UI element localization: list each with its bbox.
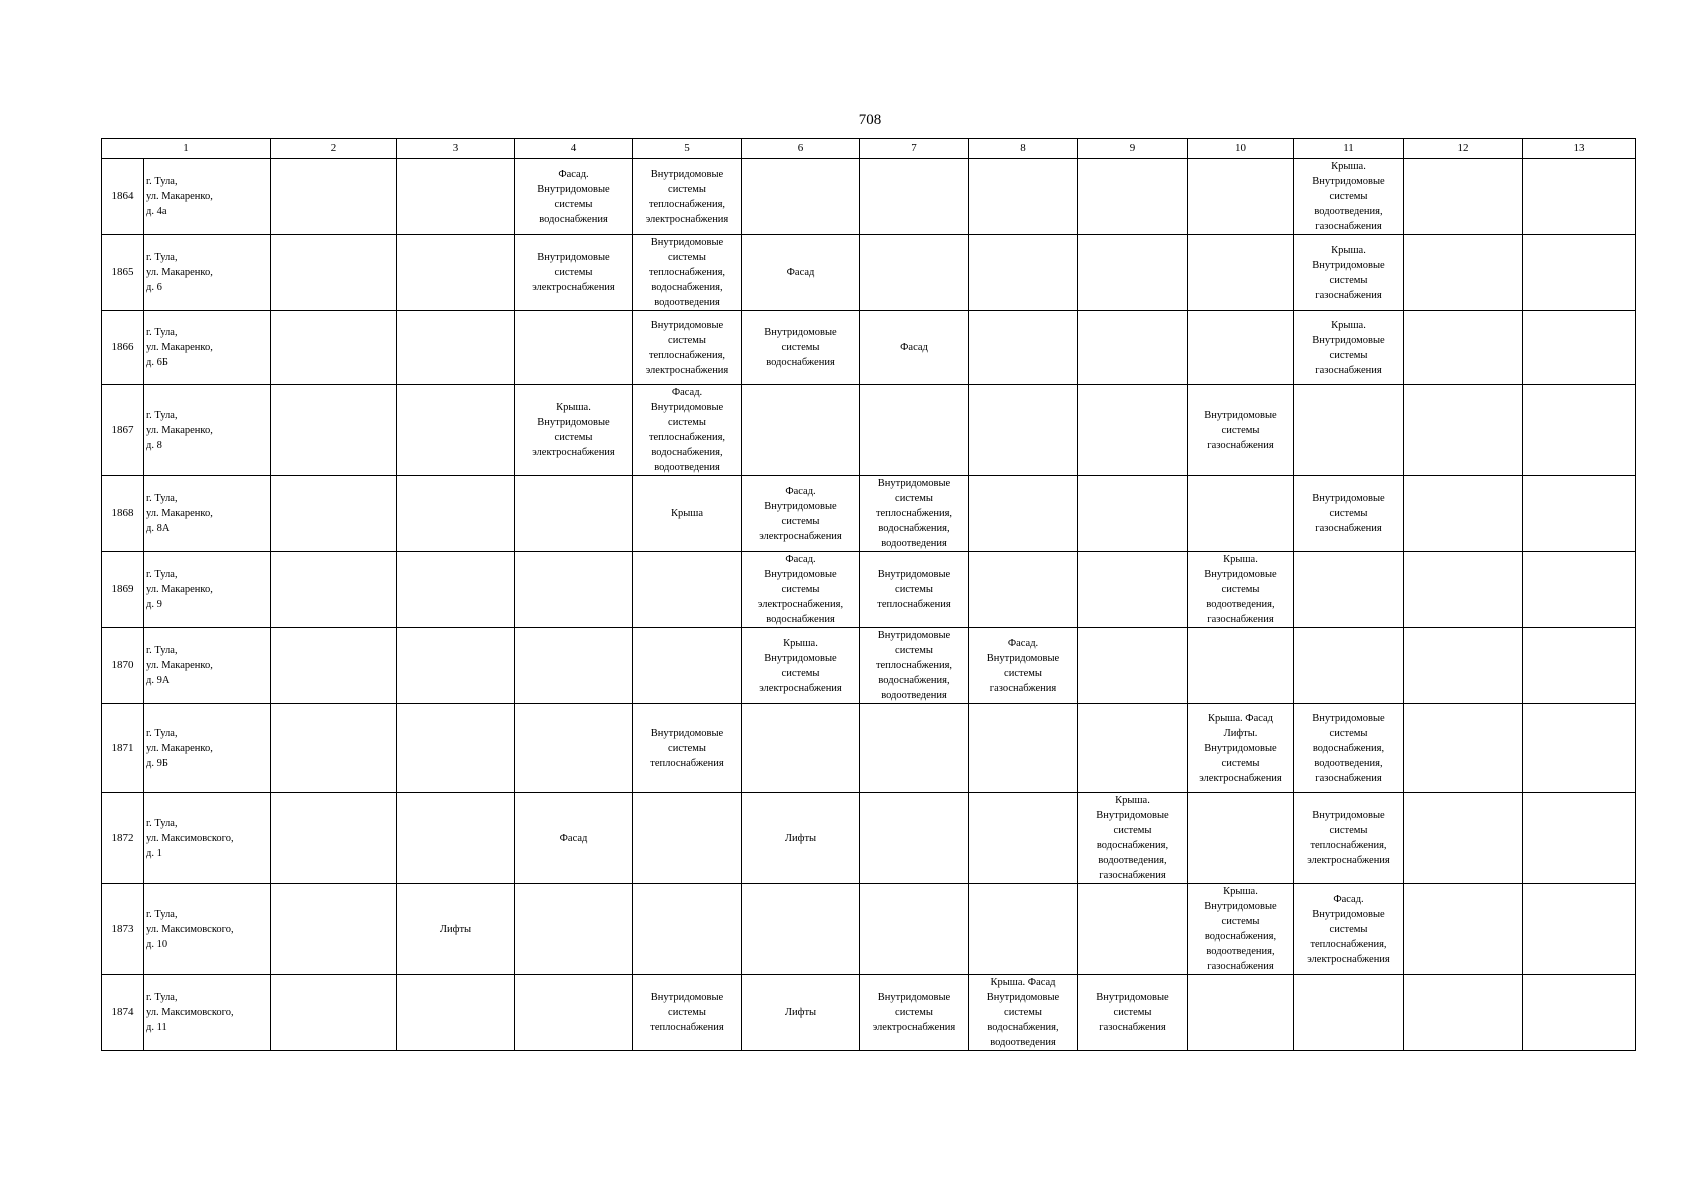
cell-col-8 [969,159,1078,235]
cell-col-4 [515,476,633,552]
row-number: 1864 [102,159,144,235]
address-cell: г. Тула, ул. Макаренко, д. 6 [144,235,271,311]
row-number: 1865 [102,235,144,311]
column-number-8: 8 [969,139,1078,159]
cell-col-8: Фасад. Внутридомовые системы газоснабжения [969,628,1078,704]
row-number: 1869 [102,552,144,628]
cell-col-13 [1523,159,1636,235]
row-number: 1870 [102,628,144,704]
cell-col-3 [397,704,515,793]
address-cell: г. Тула, ул. Максимовского, д. 11 [144,975,271,1051]
row-number: 1867 [102,385,144,476]
cell-col-12 [1404,793,1523,884]
cell-col-3 [397,793,515,884]
cell-col-5: Внутридомовые системы теплоснабжения [633,704,742,793]
cell-col-10 [1188,628,1294,704]
cell-col-2 [271,385,397,476]
cell-col-6 [742,385,860,476]
cell-col-6: Фасад [742,235,860,311]
cell-col-7 [860,235,969,311]
cell-col-4: Внутридомовые системы электроснабжения [515,235,633,311]
cell-col-12 [1404,311,1523,385]
cell-col-12 [1404,476,1523,552]
cell-col-9: Крыша. Внутридомовые системы водоснабжения, водоотведения, газоснабжения [1078,793,1188,884]
cell-col-2 [271,235,397,311]
cell-col-8 [969,704,1078,793]
cell-col-10: Крыша. Фасад Лифты. Внутридомовые системы электроснабжения [1188,704,1294,793]
address-cell: г. Тула, ул. Максимовского, д. 10 [144,884,271,975]
cell-col-4 [515,884,633,975]
cell-col-6: Фасад. Внутридомовые системы электроснабжения [742,476,860,552]
table-row [102,704,1636,793]
cell-col-2 [271,884,397,975]
cell-col-9 [1078,235,1188,311]
cell-col-13 [1523,704,1636,793]
cell-col-5: Внутридомовые системы теплоснабжения, водоснабжения, водоотведения [633,235,742,311]
cell-col-6 [742,704,860,793]
cell-col-4: Фасад. Внутридомовые системы водоснабжения [515,159,633,235]
cell-col-7 [860,793,969,884]
cell-col-5: Внутридомовые системы теплоснабжения, электроснабжения [633,159,742,235]
cell-col-6: Внутридомовые системы водоснабжения [742,311,860,385]
cell-col-10 [1188,975,1294,1051]
address-cell: г. Тула, ул. Макаренко, д. 4а [144,159,271,235]
column-number-4: 4 [515,139,633,159]
cell-col-2 [271,311,397,385]
cell-col-5 [633,884,742,975]
cell-col-13 [1523,476,1636,552]
cell-col-10 [1188,311,1294,385]
address-cell: г. Тула, ул. Макаренко, д. 6Б [144,311,271,385]
row-number: 1873 [102,884,144,975]
cell-col-11 [1294,975,1404,1051]
cell-col-10 [1188,159,1294,235]
cell-col-11: Внутридомовые системы теплоснабжения, электроснабжения [1294,793,1404,884]
cell-col-2 [271,552,397,628]
cell-col-9 [1078,704,1188,793]
column-number-11: 11 [1294,139,1404,159]
cell-col-12 [1404,884,1523,975]
row-number: 1868 [102,476,144,552]
cell-col-10 [1188,476,1294,552]
address-cell: г. Тула, ул. Максимовского, д. 1 [144,793,271,884]
cell-col-11: Крыша. Внутридомовые системы газоснабжения [1294,235,1404,311]
cell-col-7: Фасад [860,311,969,385]
cell-col-5 [633,552,742,628]
cell-col-3 [397,476,515,552]
cell-col-10 [1188,235,1294,311]
cell-col-2 [271,476,397,552]
cell-col-6 [742,159,860,235]
cell-col-5: Внутридомовые системы теплоснабжения, электроснабжения [633,311,742,385]
address-cell: г. Тула, ул. Макаренко, д. 9Б [144,704,271,793]
cell-col-13 [1523,311,1636,385]
cell-col-13 [1523,975,1636,1051]
cell-col-12 [1404,235,1523,311]
cell-col-3 [397,159,515,235]
cell-col-7: Внутридомовые системы теплоснабжения [860,552,969,628]
table-row [102,552,1636,628]
cell-col-6: Лифты [742,975,860,1051]
cell-col-13 [1523,884,1636,975]
cell-col-5: Внутридомовые системы теплоснабжения [633,975,742,1051]
cell-col-6: Лифты [742,793,860,884]
cell-col-12 [1404,704,1523,793]
cell-col-12 [1404,628,1523,704]
table-row [102,385,1636,476]
cell-col-9: Внутридомовые системы газоснабжения [1078,975,1188,1051]
cell-col-10 [1188,793,1294,884]
cell-col-2 [271,159,397,235]
cell-col-8: Крыша. Фасад Внутридомовые системы водоснабжения, водоотведения [969,975,1078,1051]
column-number-3: 3 [397,139,515,159]
repair-schedule-table [101,138,1636,1051]
table-row [102,975,1636,1051]
cell-col-8 [969,311,1078,385]
column-number-9: 9 [1078,139,1188,159]
cell-col-3 [397,552,515,628]
cell-col-10: Крыша. Внутридомовые системы водоснабжения, водоотведения, газоснабжения [1188,884,1294,975]
cell-col-13 [1523,793,1636,884]
cell-col-8 [969,793,1078,884]
address-cell: г. Тула, ул. Макаренко, д. 9 [144,552,271,628]
cell-col-2 [271,975,397,1051]
cell-col-12 [1404,385,1523,476]
cell-col-4 [515,704,633,793]
cell-col-5 [633,628,742,704]
cell-col-5 [633,793,742,884]
cell-col-13 [1523,552,1636,628]
column-number-row [102,139,1636,159]
cell-col-7: Внутридомовые системы теплоснабжения, водоснабжения, водоотведения [860,476,969,552]
row-number: 1866 [102,311,144,385]
cell-col-8 [969,476,1078,552]
cell-col-9 [1078,159,1188,235]
row-number: 1874 [102,975,144,1051]
column-number-10: 10 [1188,139,1294,159]
cell-col-6: Крыша. Внутридомовые системы электроснабжения [742,628,860,704]
cell-col-11: Крыша. Внутридомовые системы газоснабжения [1294,311,1404,385]
cell-col-8 [969,235,1078,311]
cell-col-13 [1523,385,1636,476]
cell-col-10: Крыша. Внутридомовые системы водоотведения, газоснабжения [1188,552,1294,628]
cell-col-2 [271,628,397,704]
cell-col-7: Внутридомовые системы теплоснабжения, водоснабжения, водоотведения [860,628,969,704]
cell-col-3 [397,311,515,385]
cell-col-4 [515,628,633,704]
page-number: 708 [858,112,882,128]
cell-col-7: Внутридомовые системы электроснабжения [860,975,969,1051]
cell-col-9 [1078,385,1188,476]
cell-col-4: Крыша. Внутридомовые системы электроснабжения [515,385,633,476]
cell-col-4 [515,311,633,385]
table-row [102,476,1636,552]
cell-col-9 [1078,476,1188,552]
cell-col-8 [969,884,1078,975]
cell-col-11: Фасад. Внутридомовые системы теплоснабжения, электроснабжения [1294,884,1404,975]
row-number: 1871 [102,704,144,793]
cell-col-11 [1294,628,1404,704]
cell-col-7 [860,159,969,235]
cell-col-11 [1294,552,1404,628]
column-number-6: 6 [742,139,860,159]
cell-col-11: Внутридомовые системы водоснабжения, водоотведения, газоснабжения [1294,704,1404,793]
table-body [102,139,1636,1051]
cell-col-9 [1078,884,1188,975]
cell-col-9 [1078,552,1188,628]
cell-col-6: Фасад. Внутридомовые системы электроснабжения, водоснабжения [742,552,860,628]
address-cell: г. Тула, ул. Макаренко, д. 8 [144,385,271,476]
cell-col-3 [397,975,515,1051]
cell-col-3 [397,235,515,311]
row-number: 1872 [102,793,144,884]
cell-col-5: Крыша [633,476,742,552]
cell-col-4 [515,552,633,628]
cell-col-12 [1404,975,1523,1051]
cell-col-7 [860,704,969,793]
cell-col-8 [969,385,1078,476]
table-row [102,311,1636,385]
column-number-7: 7 [860,139,969,159]
cell-col-3: Лифты [397,884,515,975]
column-number-5: 5 [633,139,742,159]
column-number-12: 12 [1404,139,1523,159]
cell-col-11 [1294,385,1404,476]
cell-col-13 [1523,235,1636,311]
table-row [102,628,1636,704]
cell-col-4 [515,975,633,1051]
cell-col-8 [969,552,1078,628]
cell-col-2 [271,704,397,793]
cell-col-11: Внутридомовые системы газоснабжения [1294,476,1404,552]
cell-col-7 [860,884,969,975]
cell-col-2 [271,793,397,884]
cell-col-5: Фасад. Внутридомовые системы теплоснабжения, водоснабжения, водоотведения [633,385,742,476]
column-number-1: 1 [102,139,271,159]
cell-col-9 [1078,628,1188,704]
cell-col-3 [397,628,515,704]
table-row [102,159,1636,235]
column-number-13: 13 [1523,139,1636,159]
cell-col-10: Внутридомовые системы газоснабжения [1188,385,1294,476]
cell-col-11: Крыша. Внутридомовые системы водоотведения, газоснабжения [1294,159,1404,235]
cell-col-12 [1404,552,1523,628]
cell-col-9 [1078,311,1188,385]
cell-col-4: Фасад [515,793,633,884]
address-cell: г. Тула, ул. Макаренко, д. 9А [144,628,271,704]
cell-col-6 [742,884,860,975]
cell-col-7 [860,385,969,476]
table-row [102,793,1636,884]
cell-col-12 [1404,159,1523,235]
address-cell: г. Тула, ул. Макаренко, д. 8А [144,476,271,552]
column-number-2: 2 [271,139,397,159]
cell-col-3 [397,385,515,476]
cell-col-13 [1523,628,1636,704]
table-row [102,235,1636,311]
table-row [102,884,1636,975]
